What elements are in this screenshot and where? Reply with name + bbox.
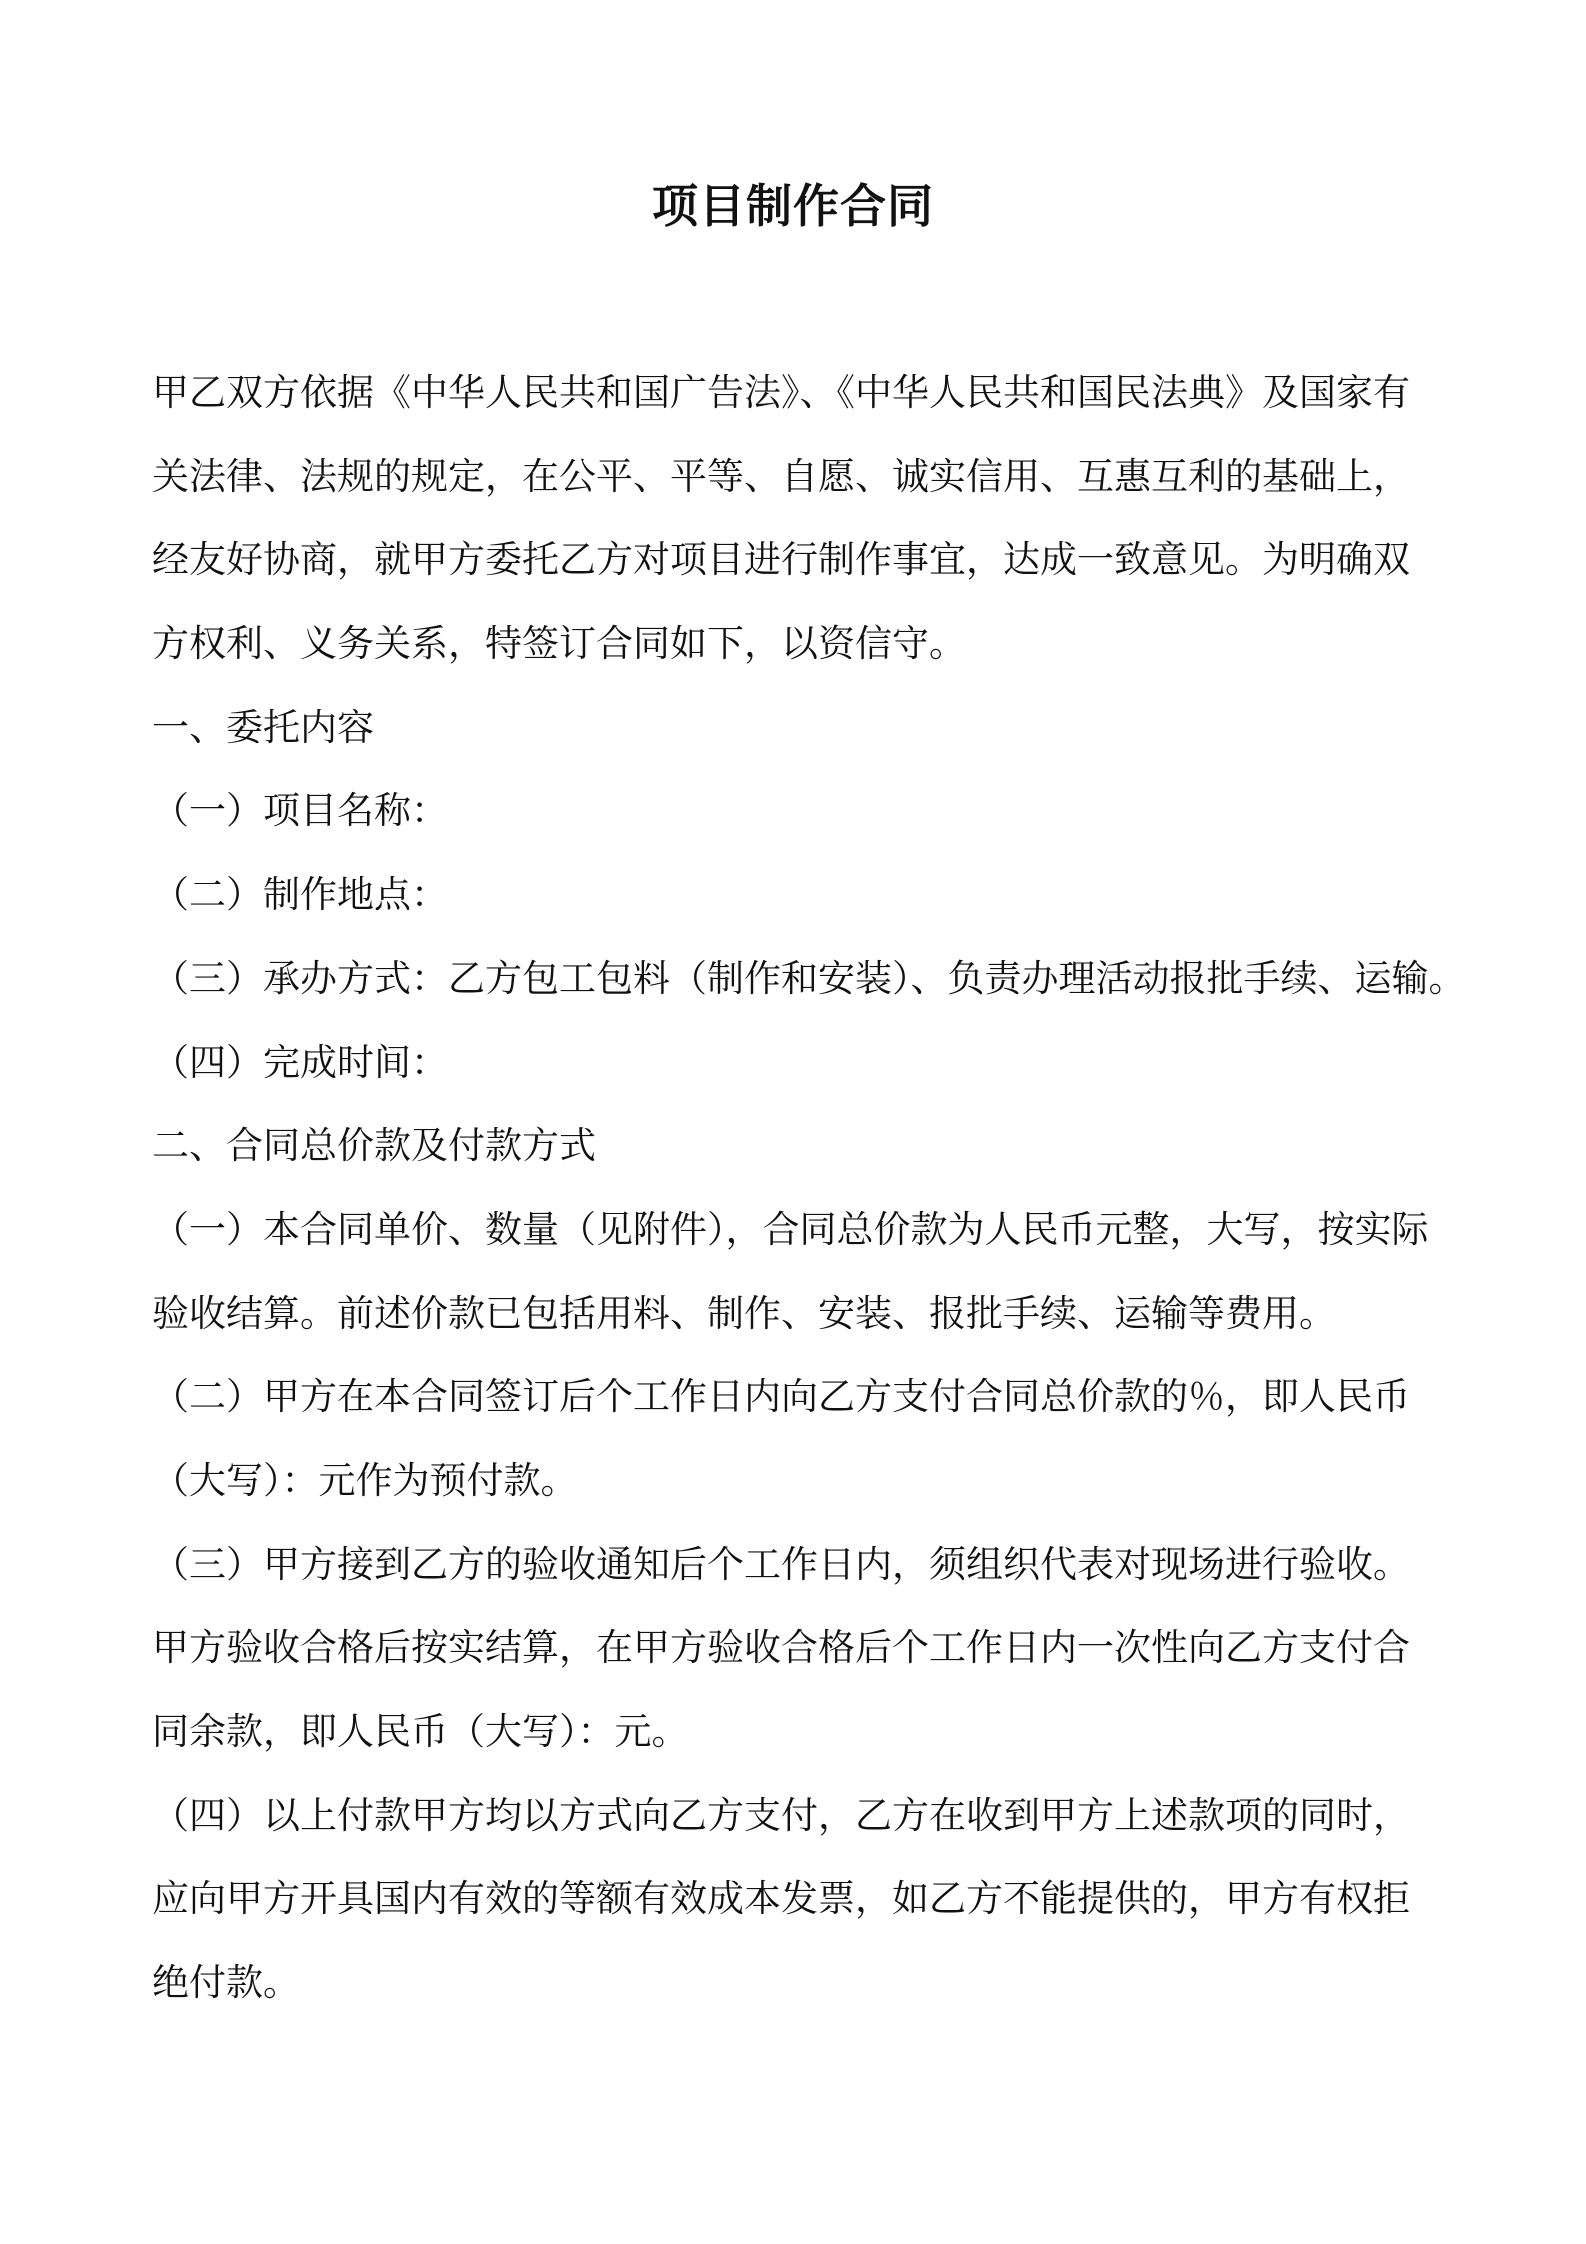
paragraph-line: 甲乙双方依据《中华人民共和国广告法》、《中华人民共和国民法典》及国家有 (152, 371, 1410, 414)
clause-line: （四）完成时间： (152, 1040, 448, 1084)
clause-line: （三）承办方式：乙方包工包料（制作和安装）、负责办理活动报批手续、运输。 (152, 956, 1466, 1000)
clause-line: 同余款，即人民币（大写）：元。 (152, 1710, 689, 1753)
clause-line: （大写）：元作为预付款。 (152, 1458, 578, 1502)
clause-line: 应向甲方开具国内有效的等额有效成本发票，如乙方不能提供的，甲方有权拒 (152, 1877, 1410, 1921)
document-title: 项目制作合同 (652, 179, 934, 233)
paragraph-line: 关法律、法规的规定，在公平、平等、自愿、诚实信用、互惠互利的基础上， (152, 454, 1410, 498)
clause-line: 甲方验收合格后按实结算，在甲方验收合格后个工作日内一次性向乙方支付合 (152, 1626, 1410, 1670)
clause-line: （三）甲方接到乙方的验收通知后个工作日内，须组织代表对现场进行验收。 (152, 1542, 1410, 1586)
clause-line: （二）制作地点： (152, 873, 448, 917)
paragraph-line: 方权利、义务关系，特签订合同如下，以资信守。 (152, 622, 966, 666)
section-heading: 二、合同总价款及付款方式 (152, 1124, 596, 1168)
clause-line: （二）甲方在本合同签订后个工作日内向乙方支付合同总价款的％，即人民币 (152, 1375, 1410, 1419)
clause-line: （一）项目名称： (152, 789, 448, 833)
clause-line: 验收结算。前述价款已包括用料、制作、安装、报批手续、运输等费用。 (152, 1291, 1336, 1335)
section-heading: 一、委托内容 (152, 705, 374, 749)
clause-line: （一）本合同单价、数量（见附件），合同总价款为人民币元整，大写，按实际 (152, 1207, 1429, 1251)
clause-line: 绝付款。 (152, 1961, 300, 2005)
clause-line: （四）以上付款甲方均以方式向乙方支付，乙方在收到甲方上述款项的同时， (152, 1793, 1410, 1837)
document-body (152, 351, 1466, 2025)
paragraph-line: 经友好协商，就甲方委托乙方对项目进行制作事宜，达成一致意见。为明确双 (152, 538, 1410, 582)
